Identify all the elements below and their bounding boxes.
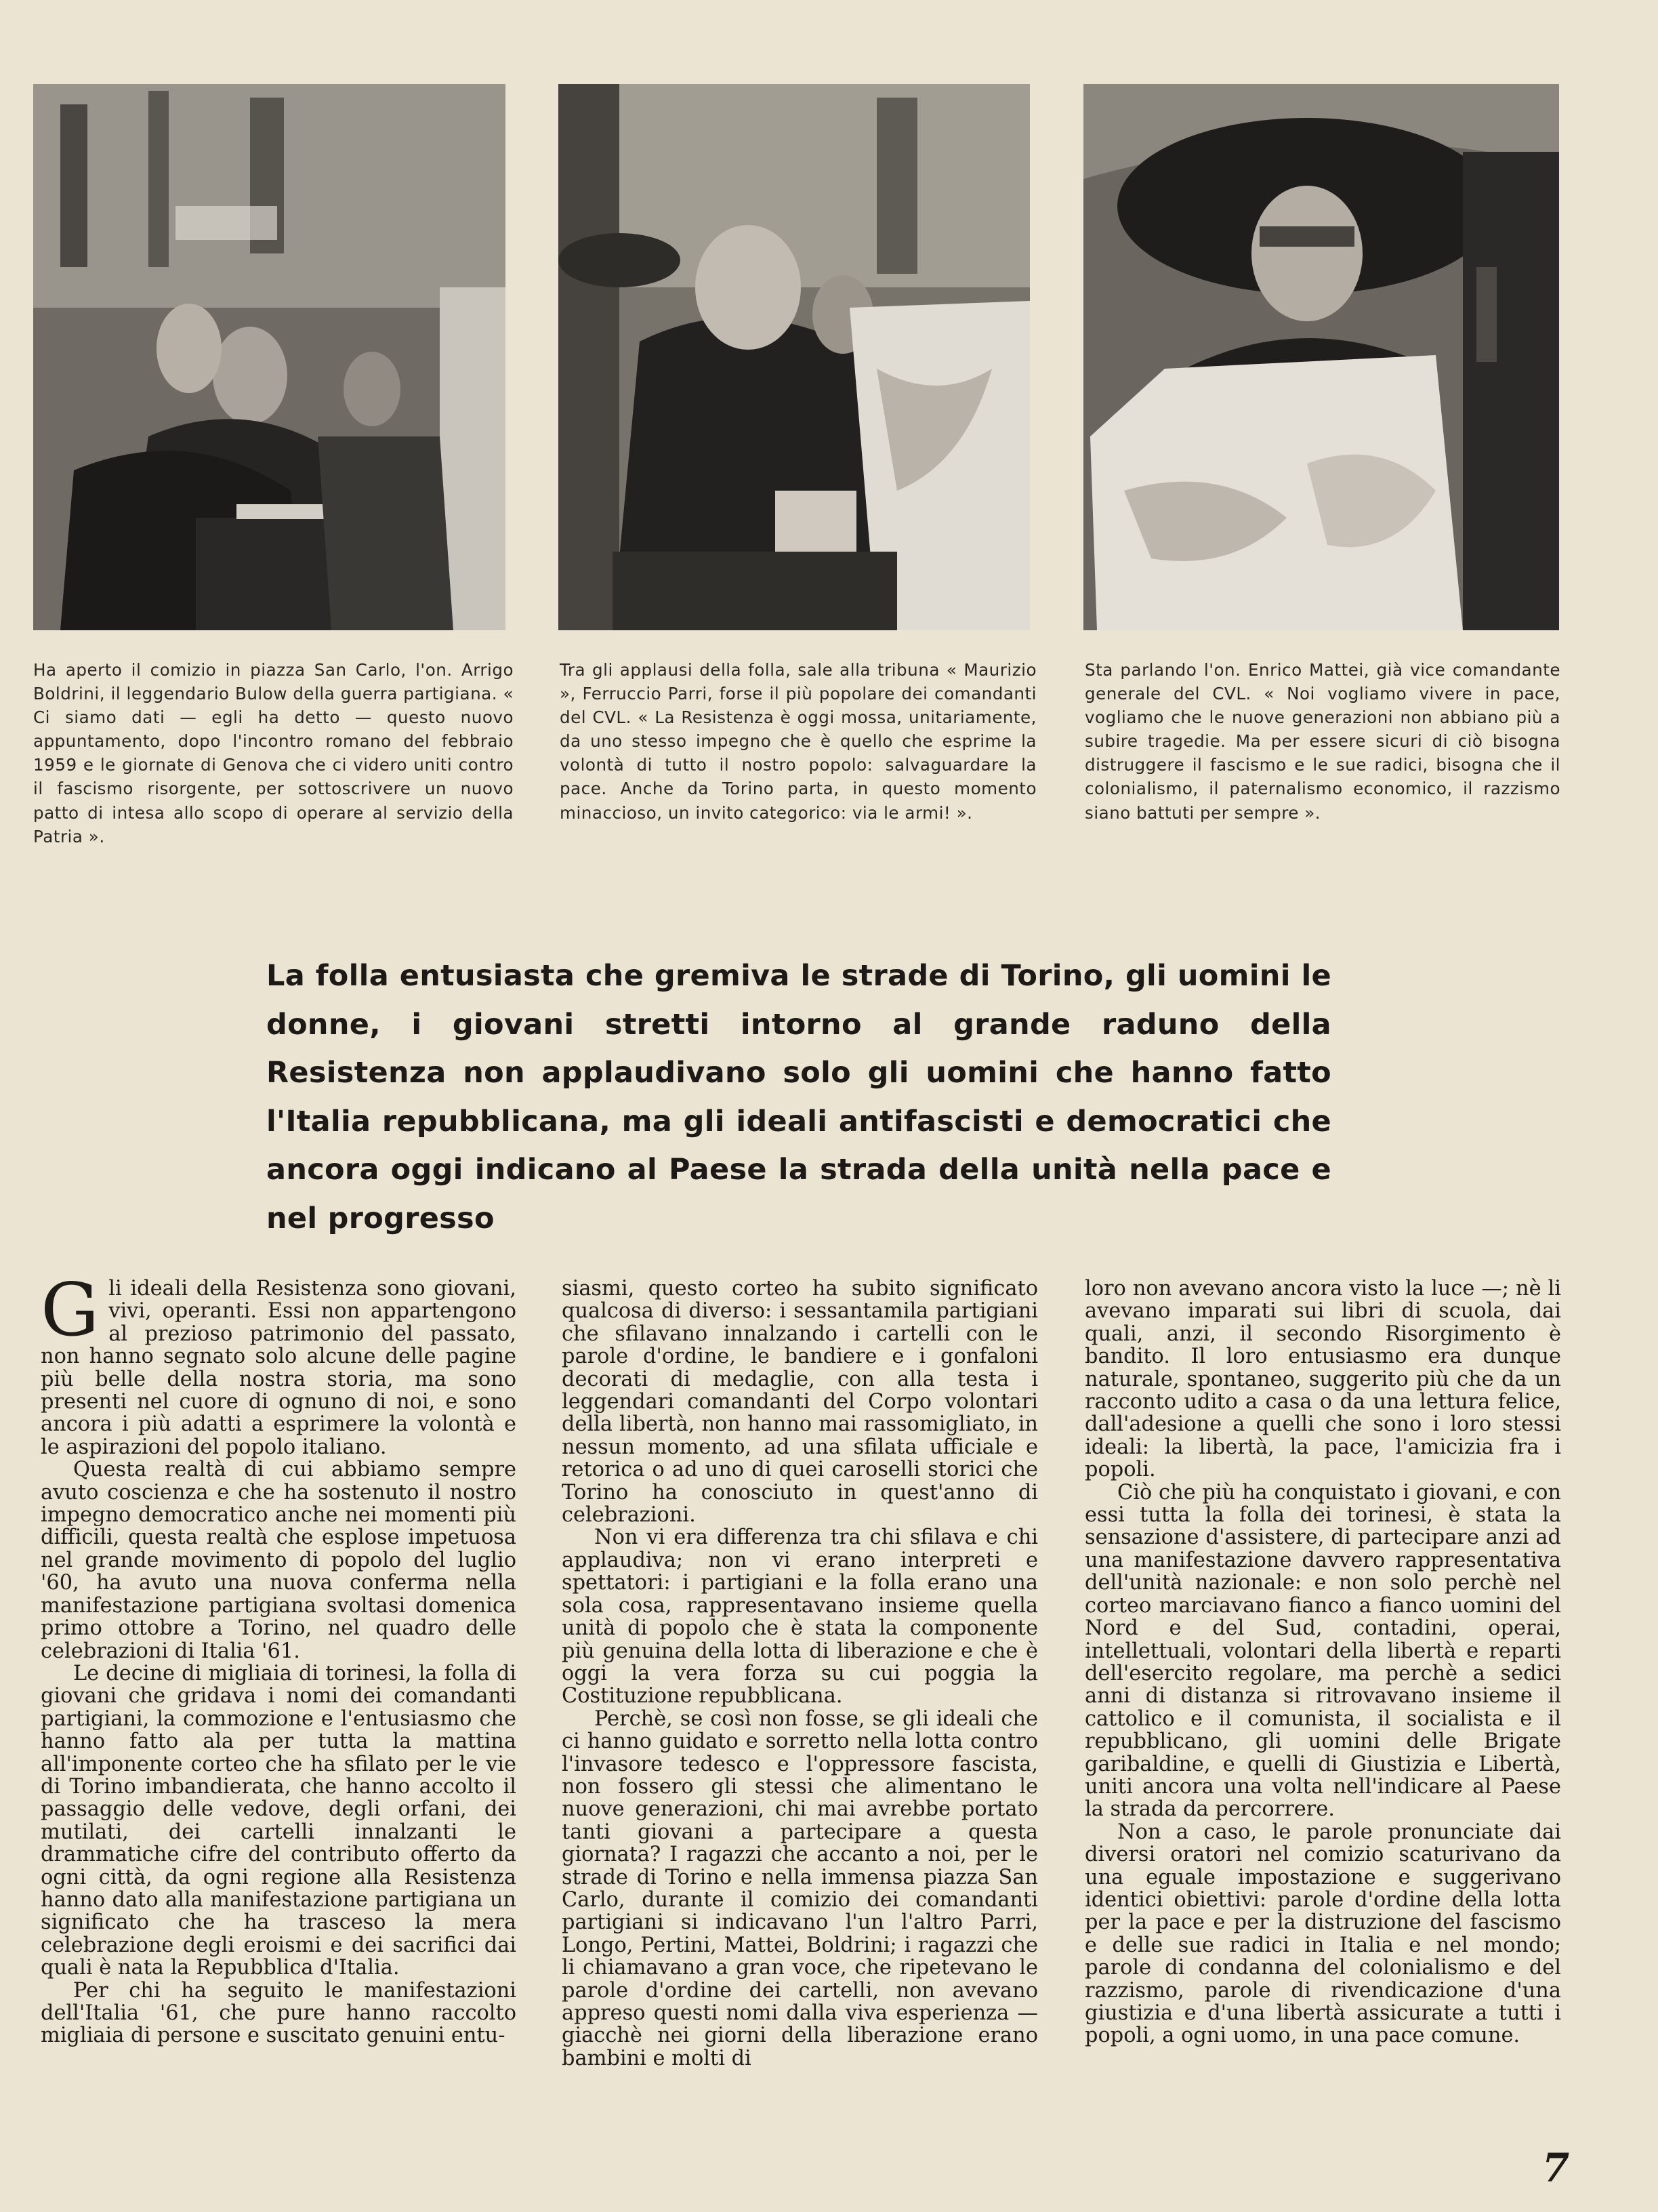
paragraph: Non vi era differenza tra chi sfilava e chi applaudiva; non vi erano interpreti e spettatori: i partigiani e la folla erano una sola cosa, rappresentavano insieme quella unità di popolo che è stata la componente più genuina della lotta di liberazione e che è oggi la vera forza su cui poggia la Costituzione repubblicana. [562, 1525, 1038, 1708]
photo-parri [558, 84, 1030, 630]
body-column-1 [41, 1268, 516, 2048]
paragraph: loro non avevano ancora visto la luce —; nè li avevano imparati sui libri di scuola, dai quali, anzi, il secondo Risorgimento è bandito. Il loro entusiasmo era dunque naturale, spontaneo, suggerito più che da un racconto udito a casa o da una lettura felice, dall'adesione a quelli che sono i loro stessi ideali: la libertà, la pace, l'amicizia fra i popoli. [1085, 1277, 1561, 1482]
caption-boldrini: Ha aperto il comizio in piazza San Carlo, l'on. Arrigo Boldrini, il leggendario Bulow della guerra partigiana. « Ci siamo dati — egli ha detto — questo nuovo appuntamento, dopo l'incontro romano del febbraio 1959 e le giornate di Genova che ci videro uniti contro il fascismo risorgente, per sottoscrivere un nuovo patto di intesa allo scopo di operare al servizio della Patria ». [33, 660, 514, 846]
body-column-2 [562, 1277, 1038, 2070]
headline: La folla entusiasta che gremiva le strade di Torino, gli uomini le donne, i giovani stretti intorno al grande raduno della Resistenza non applaudivano solo gli uomini che hanno fatto l'Italia repubblicana, ma gli ideali antifascisti e democratici che ancora oggi indicano al Paese la strada della unità nella pace e nel progresso [266, 959, 1331, 1235]
paragraph: Ciò che più ha conquistato i giovani, e con essi tutta la folla dei torinesi, è stata la sensazione d'assistere, di partecipare anzi ad una manifestazione davvero rappresentativa dell'unità nazionale: e non solo perchè nel corteo marciavano fianco a fianco uomini del Nord e del Sud, contadini, operai, intellettuali, volontari della libertà e reparti dell'esercito regolare, ma perchè a sedici anni di distanza si ritrovavano insieme il cattolico e il comunista, il socialista e il repubblicano, gli uomini delle Brigate garibaldine, e quelli di Giustizia e Libertà, uniti ancora una volta nell'indicare al Paese la strada da percorrere. [1085, 1480, 1561, 1822]
caption-mattei: Sta parlando l'on. Enrico Mattei, già vice comandante generale del CVL. « Noi vogliamo vivere in pace, vogliamo che le nuove generazioni non abbiano più a subire tragedie. Ma per essere sicuri di ciò bisogna distruggere il fascismo e le sue radici, bisogna che il colonialismo, il paternalismo economico, il razzismo siano battuti per sempre ». [1085, 660, 1560, 823]
paragraph: Non a caso, le parole pronunciate dai diversi oratori nel comizio scaturivano da una eguale impostazione e suggerivano identici obiettivi: parole d'ordine della lotta per la pace e per la distruzione del fascismo e delle sue radici in Italia e nel mondo; parole di condanna del colonialismo e del razzismo, parole di rivendicazione d'una giustizia e d'una libertà assicurate a tutti i popoli, a ogni uomo, in una pace comune. [1085, 1820, 1561, 2048]
body-column-3 [1085, 1277, 1561, 2047]
caption-parri: Tra gli applausi della folla, sale alla tribuna « Maurizio », Ferruccio Parri, forse il più popolare dei comandanti del CVL. « La Resistenza è oggi mossa, unitariamente, da uno stesso impegno che è quello che esprime la volontà di tutto il nostro popolo: salvaguardare la pace. Anche da Torino parta, in questo momento minaccioso, un invito categorico: via le armi! ». [560, 660, 1037, 823]
page-number: 7 [1542, 2145, 1570, 2191]
paragraph: Questa realtà di cui abbiamo sempre avuto coscienza e che ha sostenuto il nostro impegno democratico anche nei momenti più difficili, questa realtà che esplose impetuosa nel grande movimento di popolo del luglio '60, ha avuto una nuova conferma nella manifestazione partigiana svoltasi domenica primo ottobre a Torino, nel quadro delle celebrazioni di Italia '61. [41, 1458, 516, 1663]
paragraph: li ideali della Resistenza sono giovani, vivi, operanti. Essi non appartengono al prezioso patrimonio del passato, non hanno segnato solo alcune delle pagine più belle della nostra storia, ma sono presenti nel cuore di ognuno di noi, e sono ancora i più adatti a esprimere la volontà e le aspirazioni del popolo italiano. [41, 1277, 516, 1459]
photo-boldrini [33, 84, 505, 630]
paragraph: Perchè, se così non fosse, se gli ideali che ci hanno guidato e sorretto nella lotta contro l'invasore tedesco e l'oppressore fascista, non fossero gli stessi che alimentano le nuove generazioni, chi mai avrebbe portato tanti giovani a partecipare a questa giornata? I ragazzi che accanto a noi, per le strade di Torino e nella immensa piazza San Carlo, durante il comizio dei comandanti partigiani si indicavano l'un l'altro Parri, Longo, Pertini, Mattei, Boldrini; i ragazzi che li chiamavano a gran voce, che ripetevano le parole d'ordine dei cartelli, non avevano appreso questi nomi dalla viva esperienza — giacchè nei giorni della liberazione erano bambini e molti di [562, 1706, 1038, 2070]
paragraph: Per chi ha seguito le manifestazioni dell'Italia '61, che pure hanno raccolto migliaia di persone e suscitato genuini entu- [41, 1978, 516, 2048]
drop-cap: G [41, 1268, 100, 1353]
photo-mattei [1083, 84, 1559, 630]
paragraph: Le decine di migliaia di torinesi, la folla di giovani che gridava i nomi dei comandanti partigiani, la commozione e l'entusiasmo che hanno fatto ala per tutta la mattina all'imponente corteo che ha sfilato per le vie di Torino imbandierata, che hanno accolto il passaggio delle vedove, degli orfani, dei mutilati, dei cartelli innalzanti le drammatiche cifre del contributo offerto da ogni città, da ogni regione alla Resistenza hanno dato alla manifestazione partigiana un significato che ha trasceso la mera celebrazione degli eroismi e dei sacrifici dai quali è nata la Repubblica d'Italia. [41, 1661, 516, 1980]
paragraph: siasmi, questo corteo ha subito significato qualcosa di diverso: i sessantamila partigiani che sfilavano innalzando i cartelli con le parole d'ordine, le bandiere e i gonfaloni decorati di medaglie, con alla testa i leggendari comandanti del Corpo volontari della libertà, non hanno mai rassomigliato, in nessun momento, ad una sfilata ufficiale e retorica o ad uno di quei caroselli storici che Torino ha conosciuto in quest'anno di celebrazioni. [562, 1277, 1038, 1528]
